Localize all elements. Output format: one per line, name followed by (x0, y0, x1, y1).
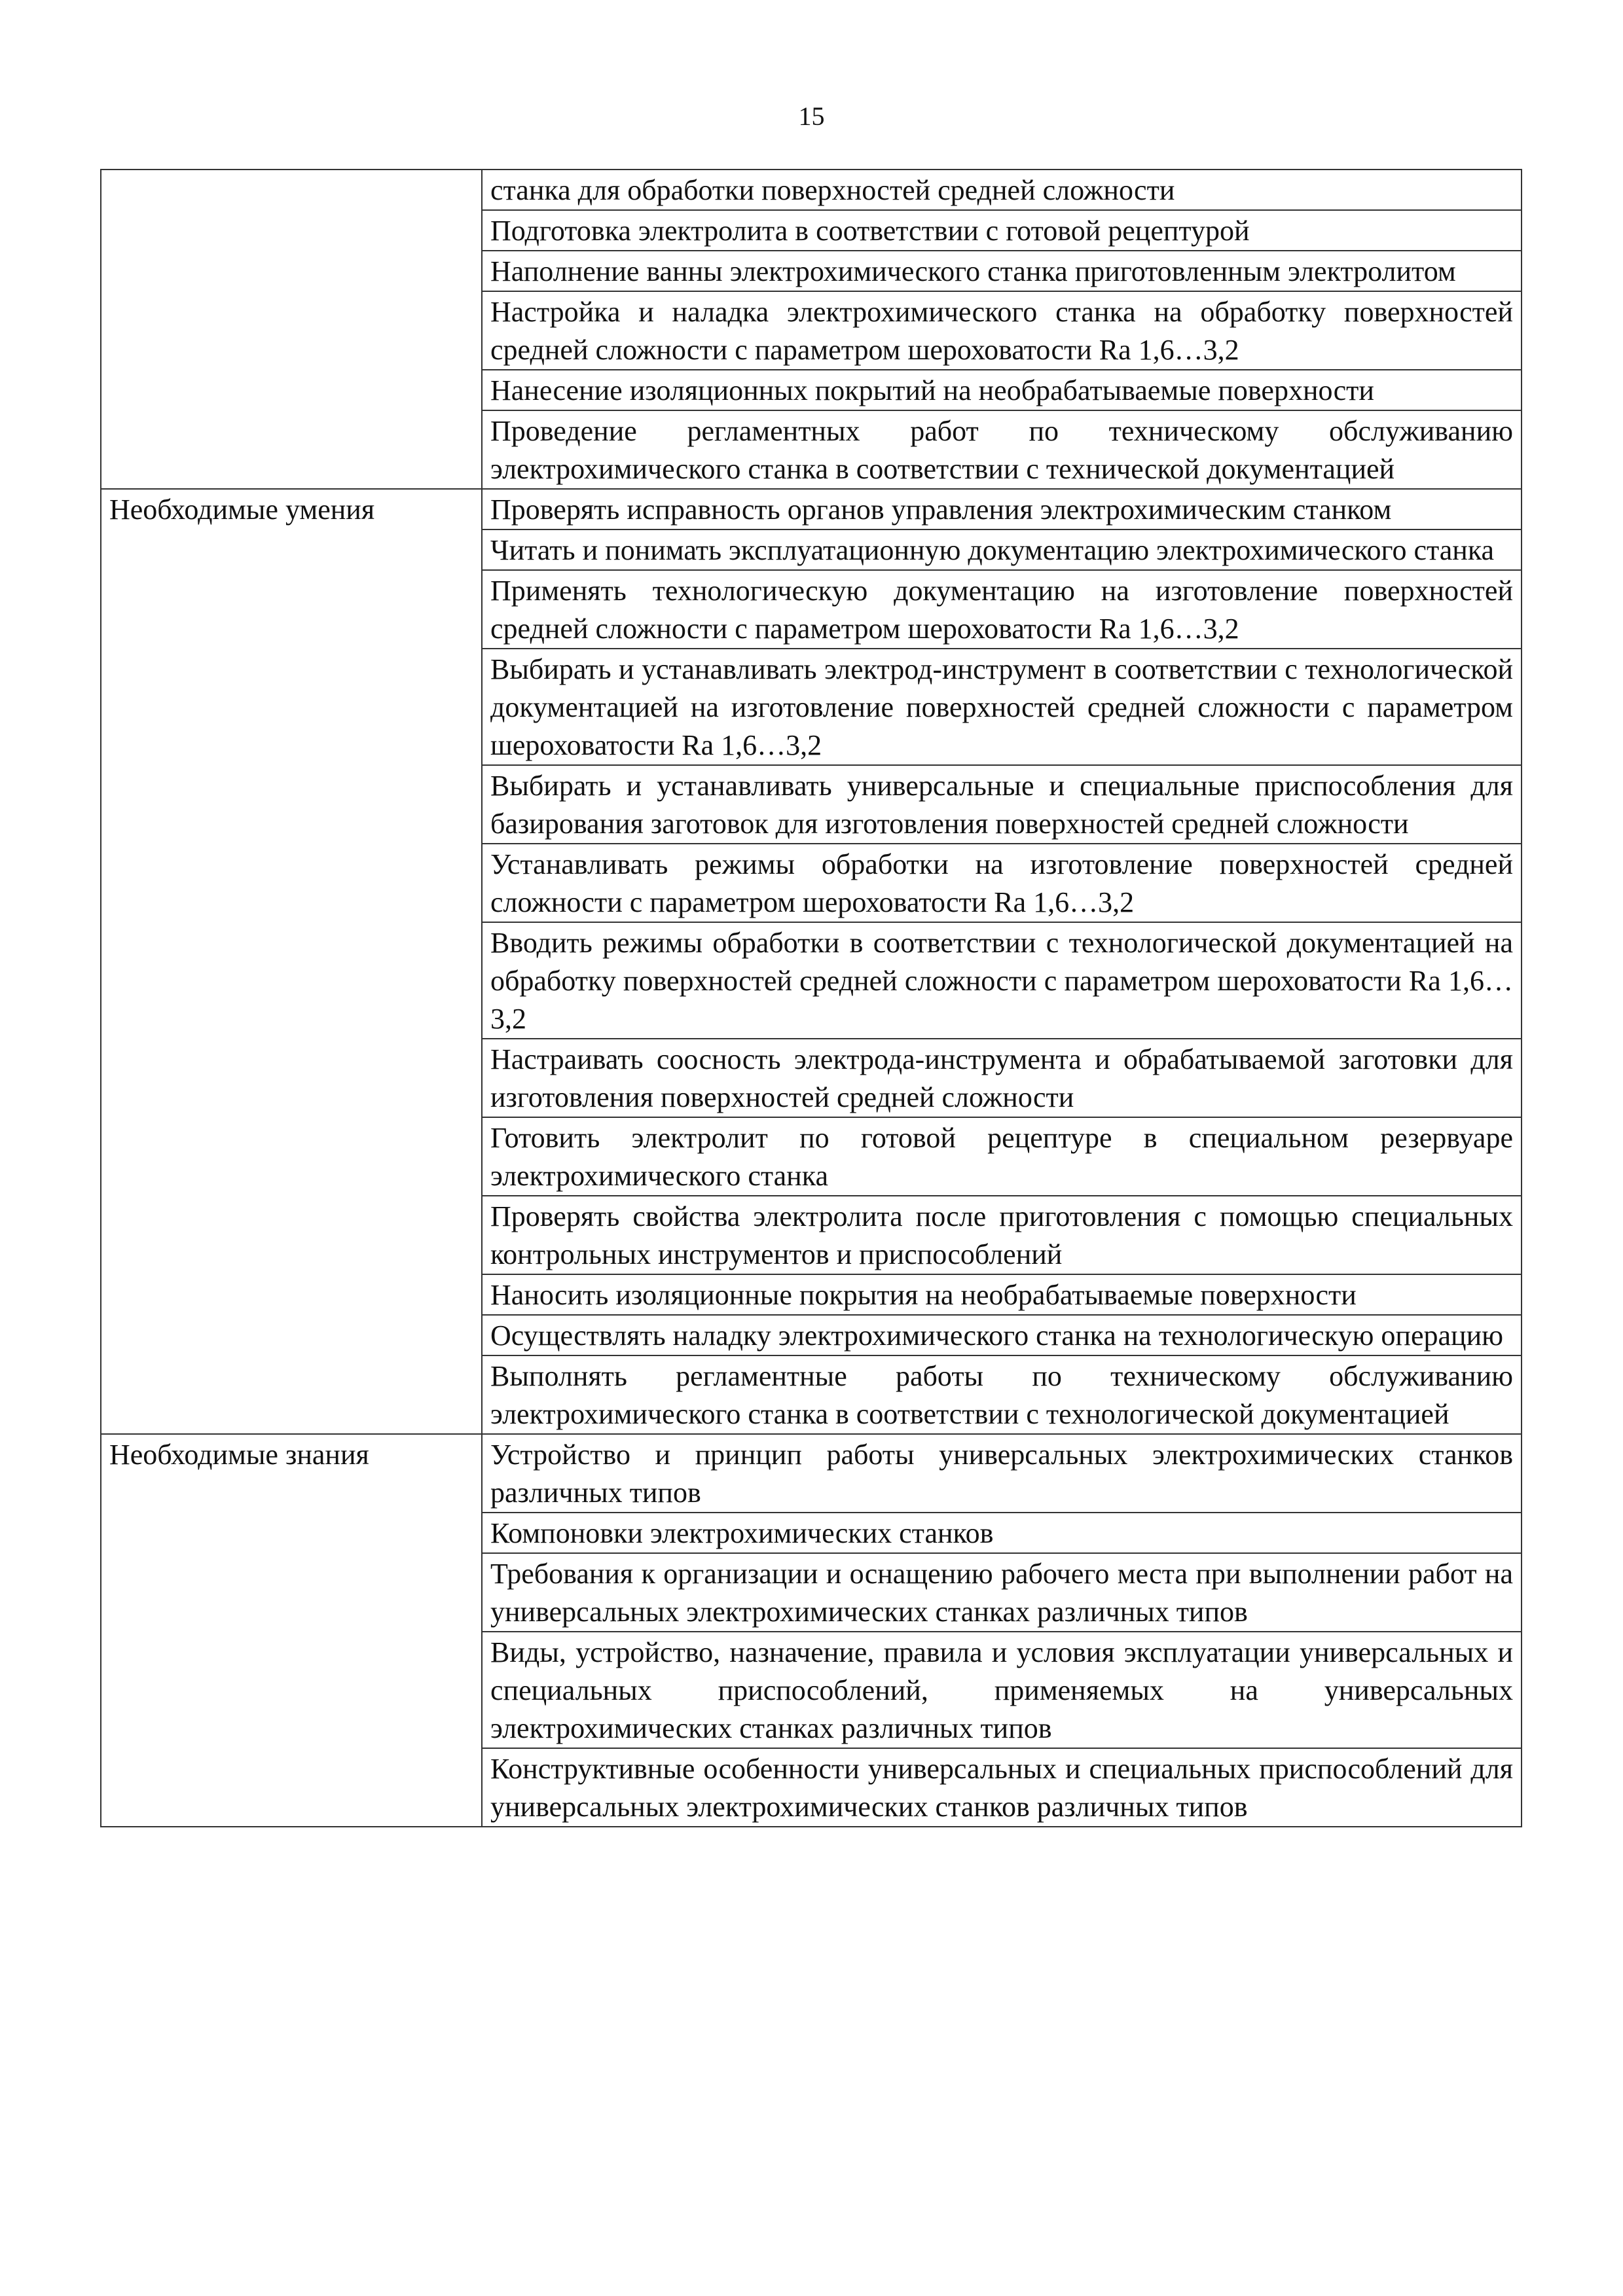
requirement-text-cell: Подготовка электролита в соответствии с готовой рецептурой (482, 210, 1522, 251)
requirement-text-cell: Проведение регламентных работ по техническому обслуживанию электрохимического станка в соответствии с технической документацией (482, 410, 1522, 489)
requirement-text-cell: Конструктивные особенности универсальных и специальных приспособлений для универсальных электрохимических станков различных типов (482, 1748, 1522, 1827)
requirement-text-cell: Вводить режимы обработки в соответствии с технологической документацией на обработку поверхностей средней сложности с параметром шероховатости Ra 1,6…3,2 (482, 922, 1522, 1039)
section-label-cell (101, 170, 482, 489)
requirement-text-cell: Осуществлять наладку электрохимического станка на технологическую операцию (482, 1315, 1522, 1355)
requirement-text-cell: Виды, устройство, назначение, правила и условия эксплуатации универсальных и специальных приспособлений, применяемых на универсальных электрохимических станках различных типов (482, 1632, 1522, 1748)
requirement-text-cell: Нанесение изоляционных покрытий на необрабатываемые поверхности (482, 370, 1522, 410)
table-row (101, 489, 1522, 529)
requirements-table (100, 169, 1522, 1827)
requirement-text-cell: Компоновки электрохимических станков (482, 1513, 1522, 1553)
section-label-cell: Необходимые умения (101, 489, 482, 1434)
requirement-text-cell: Выбирать и устанавливать универсальные и специальные приспособления для базирования заготовок для изготовления поверхностей средней сложности (482, 765, 1522, 844)
requirement-text-cell: Устанавливать режимы обработки на изготовление поверхностей средней сложности с параметром шероховатости Ra 1,6…3,2 (482, 844, 1522, 922)
requirement-text-cell: Настройка и наладка электрохимического станка на обработку поверхностей средней сложности с параметром шероховатости Ra 1,6…3,2 (482, 291, 1522, 370)
requirement-text-cell: Выбирать и устанавливать электрод-инструмент в соответствии с технологической документацией на изготовление поверхностей средней сложности с параметром шероховатости Ra 1,6…3,2 (482, 649, 1522, 765)
requirement-text-cell: Читать и понимать эксплуатационную документацию электрохимического станка (482, 529, 1522, 570)
requirement-text-cell: станка для обработки поверхностей средней сложности (482, 170, 1522, 210)
table-row (101, 1434, 1522, 1513)
requirement-text-cell: Готовить электролит по готовой рецептуре в специальном резервуаре электрохимического станка (482, 1117, 1522, 1196)
page-number: 15 (798, 101, 825, 131)
requirement-text-cell: Наносить изоляционные покрытия на необрабатываемые поверхности (482, 1274, 1522, 1315)
requirements-table-body (101, 170, 1522, 1827)
requirement-text-cell: Проверять свойства электролита после приготовления с помощью специальных контрольных инструментов и приспособлений (482, 1196, 1522, 1274)
requirement-text-cell: Настраивать соосность электрода-инструмента и обрабатываемой заготовки для изготовления поверхностей средней сложности (482, 1039, 1522, 1117)
requirement-text-cell: Применять технологическую документацию на изготовление поверхностей средней сложности с параметром шероховатости Ra 1,6…3,2 (482, 570, 1522, 649)
requirement-text-cell: Устройство и принцип работы универсальных электрохимических станков различных типов (482, 1434, 1522, 1513)
section-label-cell: Необходимые знания (101, 1434, 482, 1827)
requirement-text-cell: Проверять исправность органов управления электрохимическим станком (482, 489, 1522, 529)
requirement-text-cell: Выполнять регламентные работы по техническому обслуживанию электрохимического станка в соответствии с технологической документацией (482, 1355, 1522, 1434)
requirement-text-cell: Требования к организации и оснащению рабочего места при выполнении работ на универсальных электрохимических станках различных типов (482, 1553, 1522, 1632)
requirement-text-cell: Наполнение ванны электрохимического станка приготовленным электролитом (482, 251, 1522, 291)
table-row (101, 170, 1522, 210)
